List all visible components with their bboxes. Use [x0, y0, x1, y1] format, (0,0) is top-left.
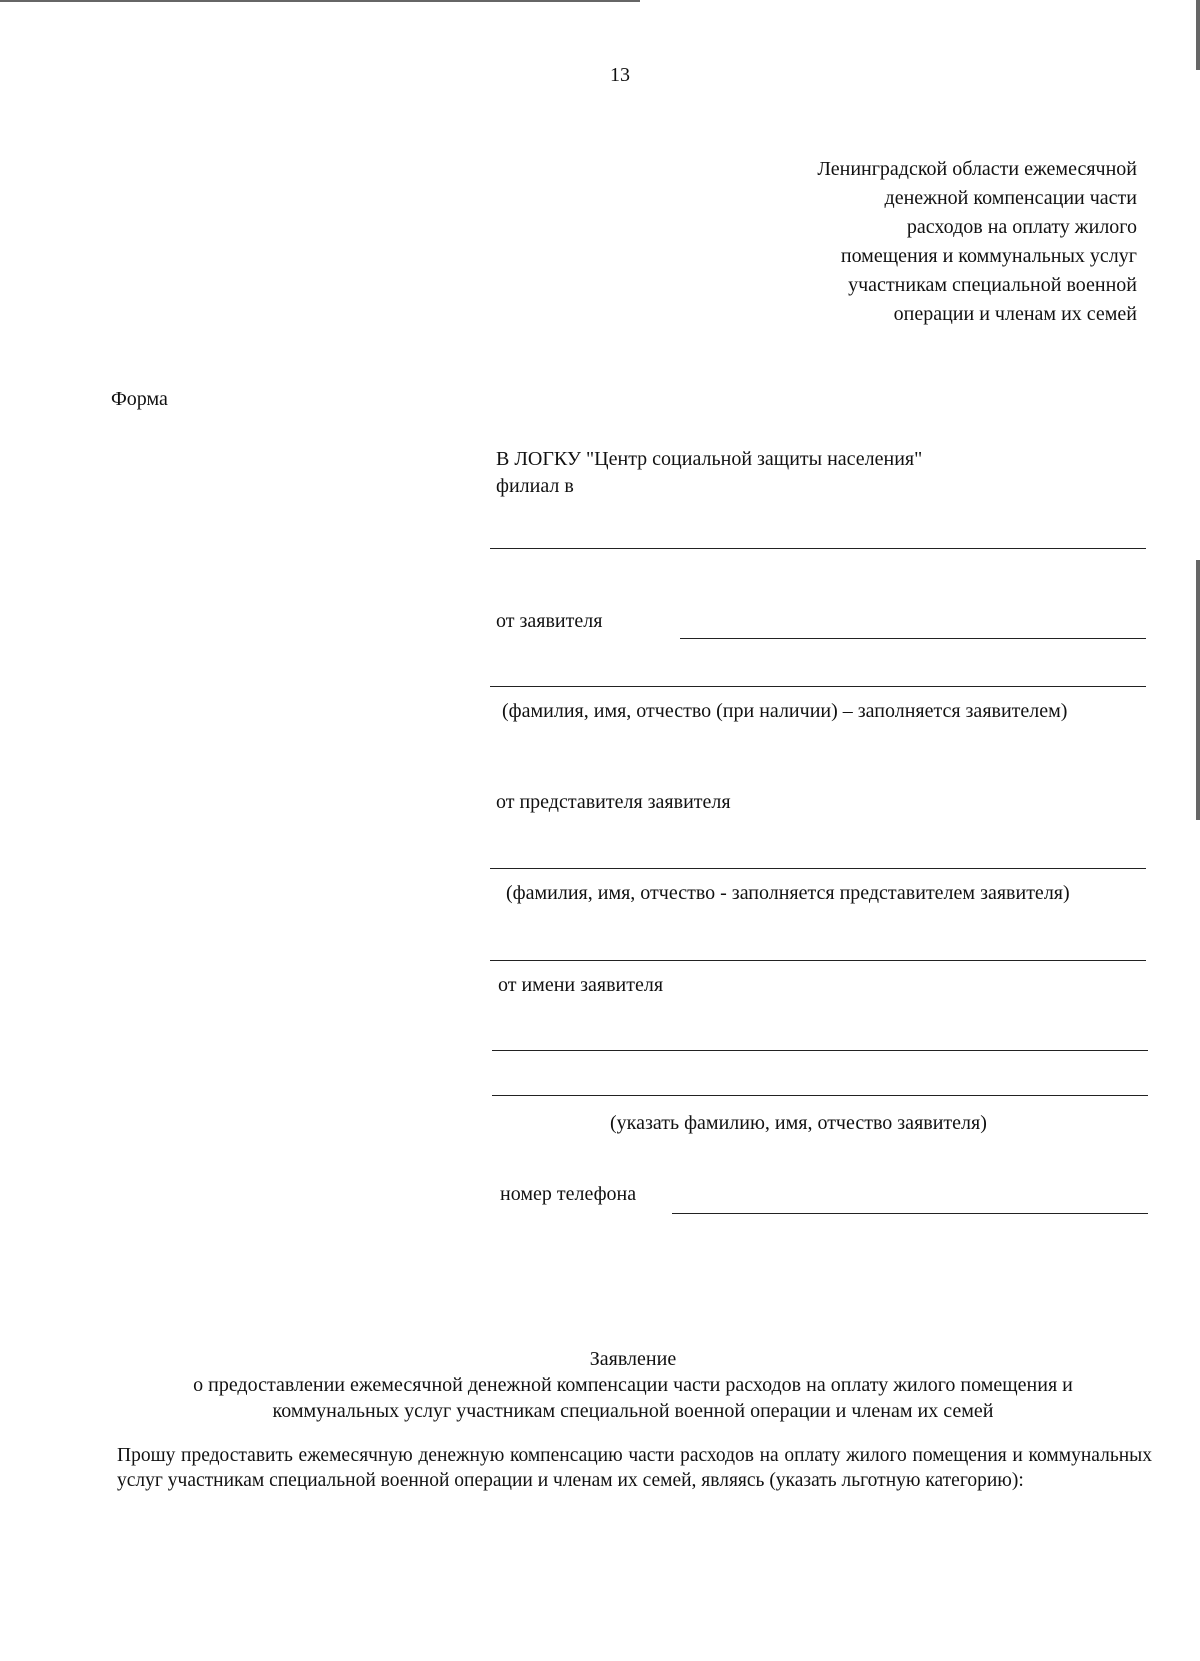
applicant-label: от заявителя [496, 610, 603, 632]
header-line: помещения и коммунальных услуг [840, 245, 1137, 267]
representative-label: от представителя заявителя [496, 791, 731, 813]
form-label: Форма [111, 388, 168, 410]
statement-subtitle-2: коммунальных услуг участникам специальной военной операции и членам их семей [272, 1400, 994, 1422]
representative-field-line-2[interactable] [490, 960, 1146, 961]
on-behalf-field-line[interactable] [492, 1050, 1148, 1051]
header-line: Ленинградской области ежемесячной [817, 158, 1137, 180]
on-behalf-label: от имени заявителя [498, 974, 664, 996]
applicant-hint: (фамилия, имя, отчество (при наличии) – заполняется заявителем) [502, 700, 1068, 722]
branch-field-line[interactable] [490, 548, 1146, 549]
representative-hint: (фамилия, имя, отчество - заполняется представителем заявителя) [506, 882, 1070, 904]
appendix-header [817, 155, 1137, 329]
page-number: 13 [610, 64, 630, 86]
scan-edge-top [0, 0, 640, 2]
on-behalf-hint: (указать фамилию, имя, отчество заявителя) [610, 1112, 987, 1134]
representative-field-line[interactable] [490, 868, 1146, 869]
header-line: денежной компенсации части [884, 187, 1137, 209]
scan-edge-right-2 [1196, 560, 1200, 820]
scan-edge-right [1196, 0, 1200, 70]
header-line: операции и членам их семей [893, 303, 1137, 325]
statement-title: Заявление [589, 1348, 677, 1370]
recipient-line-1: В ЛОГКУ "Центр социальной защиты населения" [496, 448, 923, 470]
phone-field-line[interactable] [672, 1213, 1148, 1214]
applicant-field-line-2[interactable] [490, 686, 1146, 687]
statement-body: Прошу предоставить ежемесячную денежную компенсацию части расходов на оплату жилого помещения и коммунальных услуг участникам специальной военной операции и членам их семей, являясь (указать льготную категорию): [117, 1445, 1152, 1491]
on-behalf-field-line-2[interactable] [492, 1095, 1148, 1096]
header-line: участникам специальной военной [848, 274, 1137, 296]
recipient-line-2: филиал в [496, 475, 574, 497]
applicant-field-line[interactable] [680, 638, 1146, 639]
statement-subtitle-1: о предоставлении ежемесячной денежной компенсации части расходов на оплату жилого помещения и [193, 1374, 1073, 1396]
phone-label: номер телефона [500, 1183, 637, 1205]
header-line: расходов на оплату жилого [906, 216, 1137, 238]
